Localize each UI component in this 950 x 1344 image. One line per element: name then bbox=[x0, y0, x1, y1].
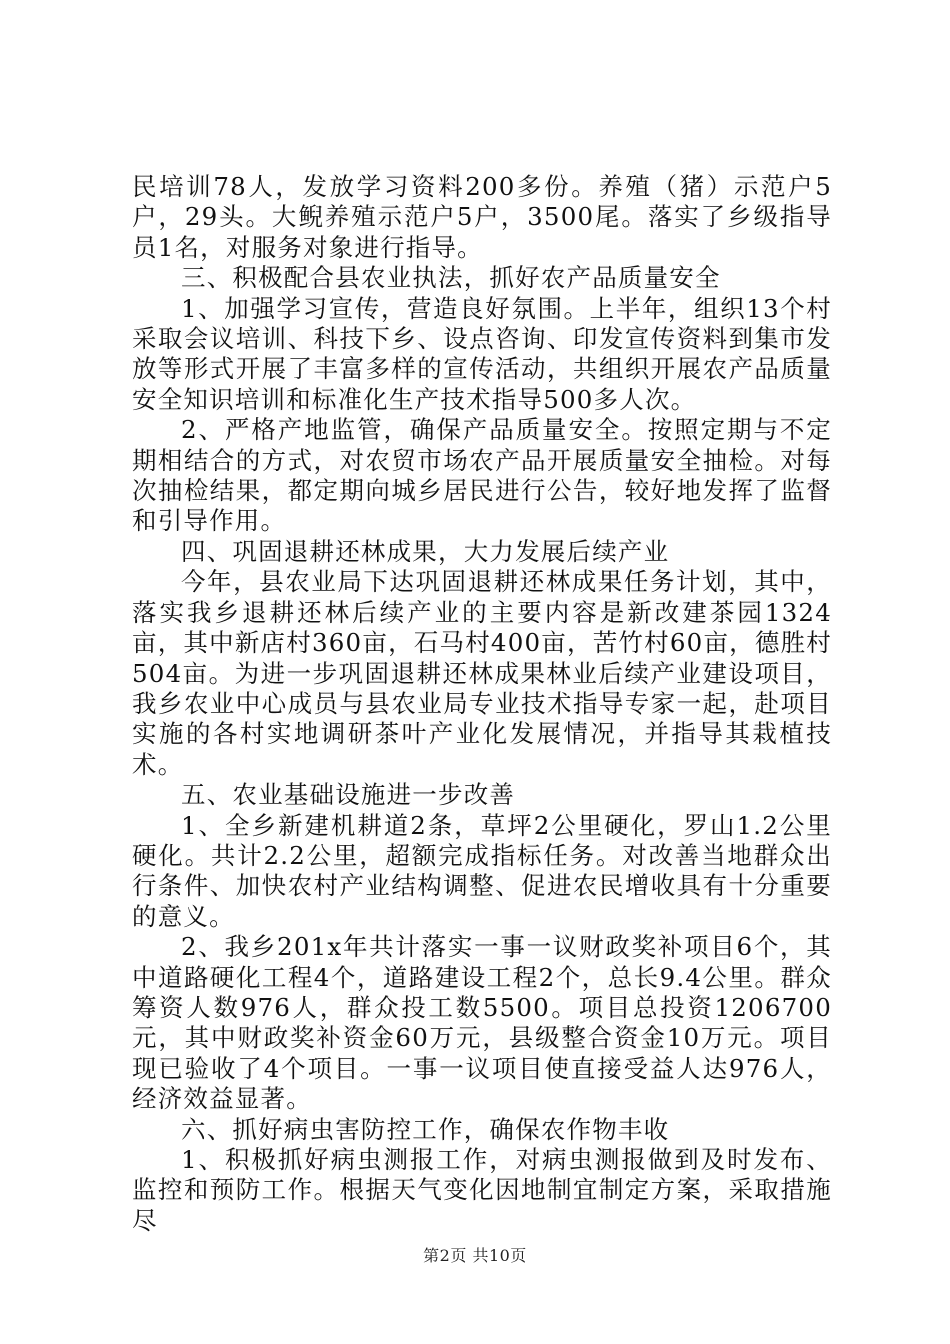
section-heading-4: 四、巩固退耕还林成果，大力发展后续产业 bbox=[181, 536, 670, 566]
paragraph: 1、全乡新建机耕道2条，草坪2公里硬化，罗山1.2公里硬化。共计2.2公里，超额完成指标任务。对改善当地群众出行条件、加快农村产业结构调整、促进农民增收具有十分重要的意义。 bbox=[132, 810, 832, 931]
section-heading-5: 五、农业基础设施进一步改善 bbox=[181, 780, 516, 810]
paragraph-continuation: 民培训78人，发放学习资料200多份。养殖（猪）示范户5户，29头。大鲵养殖示范户5户，3500尾。落实了乡级指导员1名，对服务对象进行指导。 bbox=[132, 172, 832, 262]
paragraph: 1、积极抓好病虫测报工作，对病虫测报做到及时发布、监控和预防工作。根据天气变化因地制宜制定方案，采取措施尽 bbox=[132, 1145, 832, 1235]
document-body bbox=[132, 172, 832, 1236]
paragraph: 2、我乡201x年共计落实一事一议财政奖补项目6个，其中道路硬化工程4个，道路建设工程2个，总长9.4公里。群众筹资人数976人，群众投工数5500。项目总投资1206700元，其中财政奖补资金60万元，县级整合资金10万元。项目现已验收了4个项目。一事一议项目使直接受益人达976人，经济效益显著。 bbox=[132, 932, 832, 1114]
paragraph: 2、严格产地监管，确保产品质量安全。按照定期与不定期相结合的方式，对农贸市场农产品开展质量安全抽检。对每次抽检结果，都定期向城乡居民进行公告，较好地发挥了监督和引导作用。 bbox=[132, 415, 832, 536]
section-heading-3: 三、积极配合县农业执法，抓好农产品质量安全 bbox=[181, 263, 721, 293]
section-heading-6: 六、抓好病虫害防控工作，确保农作物丰收 bbox=[181, 1114, 670, 1144]
paragraph: 1、加强学习宣传，营造良好氛围。上半年，组织13个村采取会议培训、科技下乡、设点咨询、印发宣传资料到集市发放等形式开展了丰富多样的宣传活动，共组织开展农产品质量安全知识培训和标准化生产技术指导500多人次。 bbox=[132, 293, 832, 414]
page-footer: 第2页 共10页 bbox=[423, 1246, 527, 1265]
paragraph: 今年，县农业局下达巩固退耕还林成果任务计划，其中，落实我乡退耕还林后续产业的主要内容是新改建茶园1324亩，其中新店村360亩，石马村400亩，苦竹村60亩，德胜村504亩。为进一步巩固退耕还林成果林业后续产业建设项目，我乡农业中心成员与县农业局专业技术指导专家一起，赴项目实施的各村实地调研茶叶产业化发展情况，并指导其栽植技术。 bbox=[132, 567, 832, 779]
